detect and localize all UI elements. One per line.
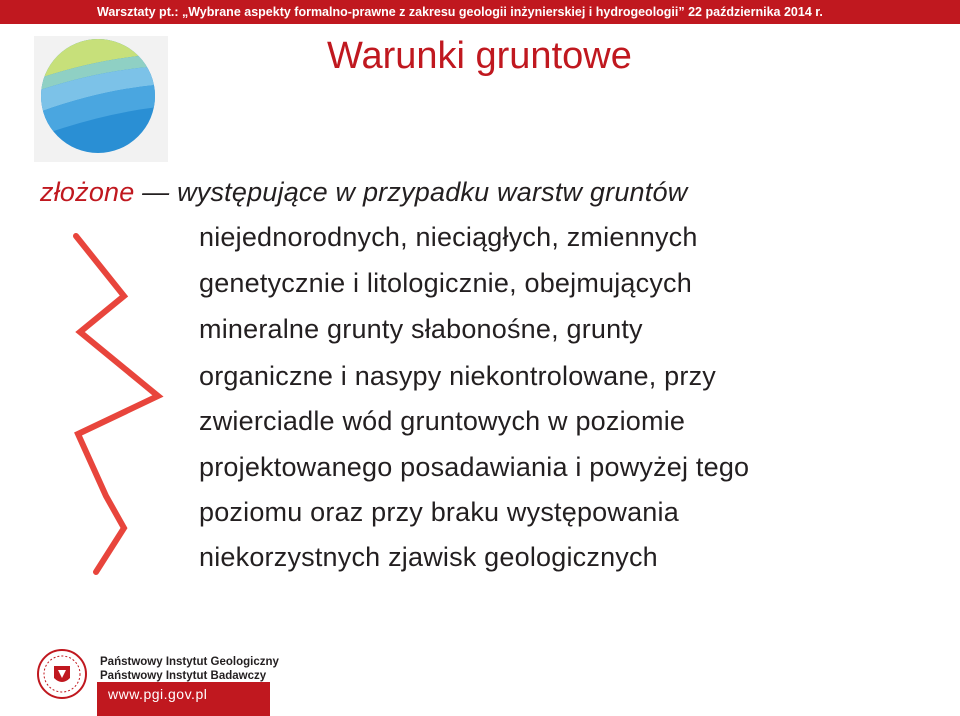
lead-rest: — występujące w przypadku warstw gruntów bbox=[134, 177, 688, 207]
slide-title: Warunki gruntowe bbox=[327, 35, 632, 77]
website-link[interactable]: www.pgi.gov.pl bbox=[108, 686, 208, 702]
body-line: poziomu oraz przy braku występowania bbox=[199, 497, 679, 527]
org-name: Państwowy Instytut Geologiczny bbox=[100, 656, 279, 668]
event-title: Warsztaty pt.: „Wybrane aspekty formalno-prawne z zakresu geologii inżynierskiej i hydrogeologii” 22 października 2014 r. bbox=[97, 5, 823, 19]
lead-line bbox=[40, 176, 687, 208]
body-line: genetycznie i litologicznie, obejmujących bbox=[199, 268, 692, 298]
pgi-emblem-icon bbox=[36, 648, 88, 700]
org-status: Państwowy Instytut Badawczy bbox=[100, 670, 267, 682]
zigzag-decoration bbox=[66, 228, 166, 580]
soil-layers-icon bbox=[34, 36, 168, 162]
lead-term: złożone bbox=[40, 177, 135, 207]
body-line: organiczne i nasypy niekontrolowane, przy bbox=[199, 361, 716, 391]
body-line: niekorzystnych zjawisk geologicznych bbox=[199, 542, 658, 572]
header-bar bbox=[0, 0, 960, 24]
body-line: zwierciadle wód gruntowych w poziomie bbox=[199, 406, 686, 436]
body-line: mineralne grunty słabonośne, grunty bbox=[199, 314, 643, 344]
body-line: projektowanego posadawiania i powyżej tego bbox=[199, 452, 750, 482]
body-line: niejednorodnych, nieciągłych, zmiennych bbox=[199, 222, 698, 252]
